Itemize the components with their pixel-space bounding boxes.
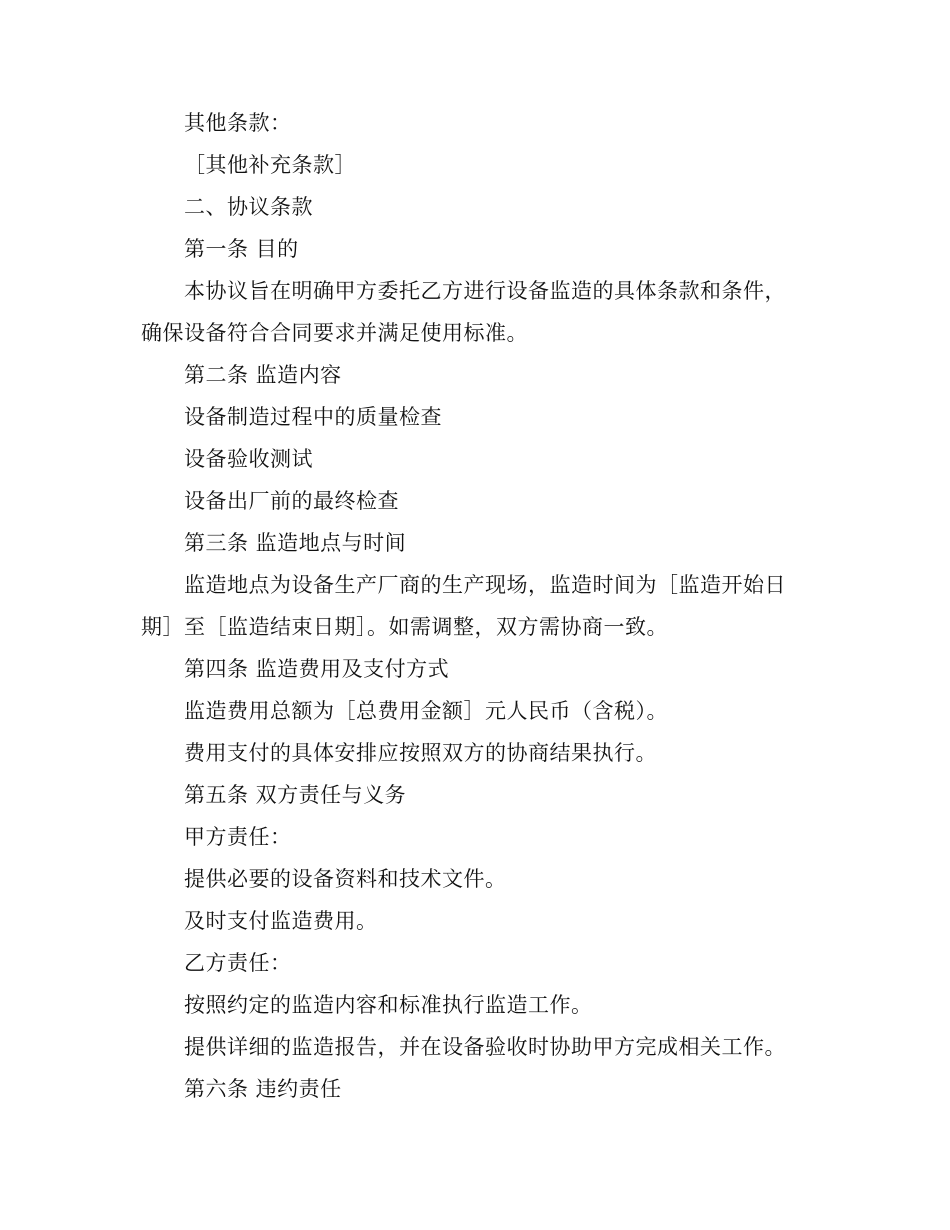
list-item: 设备制造过程中的质量检查 [184, 405, 442, 429]
article-heading-5: 第五条 双方责任与义务 [184, 783, 407, 807]
list-item: 提供详细的监造报告，并在设备验收时协助甲方完成相关工作。 [184, 1035, 786, 1059]
paragraph-other-terms: 其他条款： [184, 111, 292, 135]
paragraph-other-supplementary: ［其他补充条款］ [184, 153, 356, 177]
article-heading-6: 第六条 违约责任 [184, 1077, 342, 1101]
list-item: 设备验收测试 [184, 447, 313, 471]
list-item: 按照约定的监造内容和标准执行监造工作。 [184, 993, 593, 1017]
list-item: 设备出厂前的最终检查 [184, 489, 399, 513]
article-heading-1: 第一条 目的 [184, 237, 299, 261]
article-3-text: 监造地点为设备生产厂商的生产现场，监造时间为［监造开始日期］至［监造结束日期］。如需调整，双方需协商一致。 [141, 573, 786, 639]
party-b-responsibility-heading: 乙方责任： [184, 951, 292, 975]
party-a-responsibility-heading: 甲方责任： [184, 825, 292, 849]
section-heading-agreement-terms: 二、协议条款 [184, 195, 313, 219]
article-heading-4: 第四条 监造费用及支付方式 [184, 657, 450, 681]
article-4-text-payment: 费用支付的具体安排应按照双方的协商结果执行。 [184, 741, 657, 765]
article-heading-3: 第三条 监造地点与时间 [184, 531, 407, 555]
list-item: 及时支付监造费用。 [184, 909, 378, 933]
article-1-text: 本协议旨在明确甲方委托乙方进行设备监造的具体条款和条件，确保设备符合合同要求并满足使用标准。 [141, 279, 786, 345]
article-4-text-amount: 监造费用总额为［总费用金额］元人民币（含税）。 [184, 699, 668, 723]
article-heading-2: 第二条 监造内容 [184, 363, 342, 387]
list-item: 提供必要的设备资料和技术文件。 [184, 867, 507, 891]
document-body [141, 102, 801, 1110]
